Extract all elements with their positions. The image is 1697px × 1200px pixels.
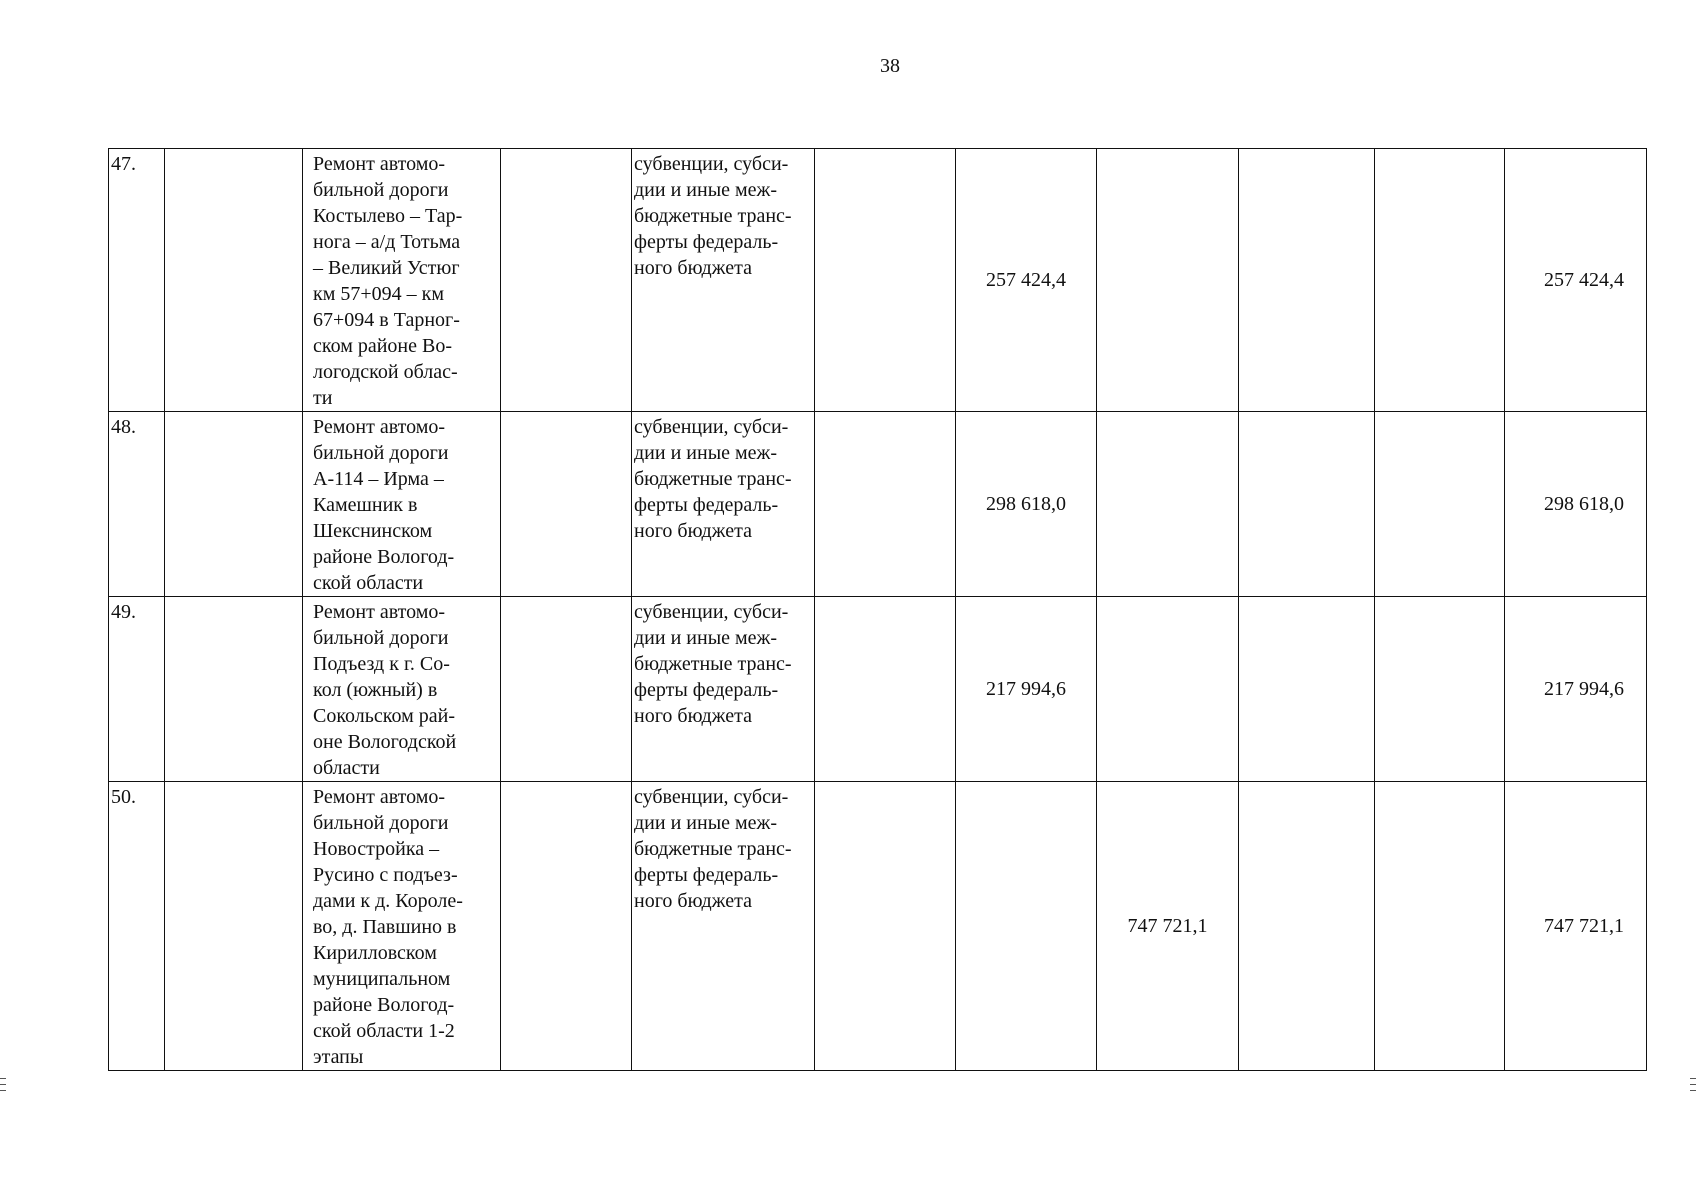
empty-cell [815,412,956,597]
edge-mark [0,1084,6,1085]
total-cell: 257 424,4 [1505,149,1647,412]
amount-cell: 257 424,4 [956,149,1097,412]
empty-cell [501,149,632,412]
amount-cell: 747 721,1 [1097,782,1239,1071]
empty-cell [1239,597,1375,782]
empty-cell [815,782,956,1071]
empty-cell [1375,597,1505,782]
amount-cell: 298 618,0 [956,412,1097,597]
edge-mark [1690,1090,1696,1091]
empty-cell [501,597,632,782]
project-name: Ремонт автомо- бильной дороги Костылево – Тар- нога – а/д Тотьма – Великий Устюг км 57+094 – км 67+094 в Тарног- ском районе Во- логодской облас- ти [303,149,501,412]
empty-cell [1375,782,1505,1071]
empty-cell [1375,412,1505,597]
empty-cell [1239,782,1375,1071]
edge-mark [0,1090,6,1091]
empty-cell [1239,412,1375,597]
page-number: 38 [880,55,900,77]
row-number: 49. [109,597,165,782]
edge-mark [1690,1084,1696,1085]
project-name: Ремонт автомо- бильной дороги Новостройка – Русино с подъез- дами к д. Короле- во, д. Павшино в Кирилловском муниципальном районе Вологод- ской области 1-2 этапы [303,782,501,1071]
table-row [109,149,1647,412]
amount-cell [1097,149,1239,412]
table-row [109,597,1647,782]
empty-cell [165,597,303,782]
empty-cell [815,149,956,412]
edge-mark [0,1078,6,1079]
budget-table [108,148,1647,1071]
project-name: Ремонт автомо- бильной дороги А-114 – Ирма – Камешник в Шекснинском районе Вологод- ской области [303,412,501,597]
empty-cell [1375,149,1505,412]
total-cell: 298 618,0 [1505,412,1647,597]
row-number: 50. [109,782,165,1071]
funding-source: субвенции, субси- дии и иные меж- бюджетные транс- ферты федераль- ного бюджета [632,149,815,412]
empty-cell [165,782,303,1071]
empty-cell [501,782,632,1071]
row-number: 48. [109,412,165,597]
total-cell: 217 994,6 [1505,597,1647,782]
amount-cell [1097,597,1239,782]
empty-cell [815,597,956,782]
funding-source: субвенции, субси- дии и иные меж- бюджетные транс- ферты федераль- ного бюджета [632,412,815,597]
amount-cell [1097,412,1239,597]
empty-cell [1239,149,1375,412]
amount-cell [956,782,1097,1071]
table-row [109,412,1647,597]
amount-cell: 217 994,6 [956,597,1097,782]
empty-cell [165,149,303,412]
project-name: Ремонт автомо- бильной дороги Подъезд к г. Со- кол (южный) в Сокольском рай- оне Вологодской области [303,597,501,782]
total-cell: 747 721,1 [1505,782,1647,1071]
edge-mark [1690,1078,1696,1079]
table-row [109,782,1647,1071]
funding-source: субвенции, субси- дии и иные меж- бюджетные транс- ферты федераль- ного бюджета [632,782,815,1071]
funding-source: субвенции, субси- дии и иные меж- бюджетные транс- ферты федераль- ного бюджета [632,597,815,782]
empty-cell [165,412,303,597]
empty-cell [501,412,632,597]
row-number: 47. [109,149,165,412]
